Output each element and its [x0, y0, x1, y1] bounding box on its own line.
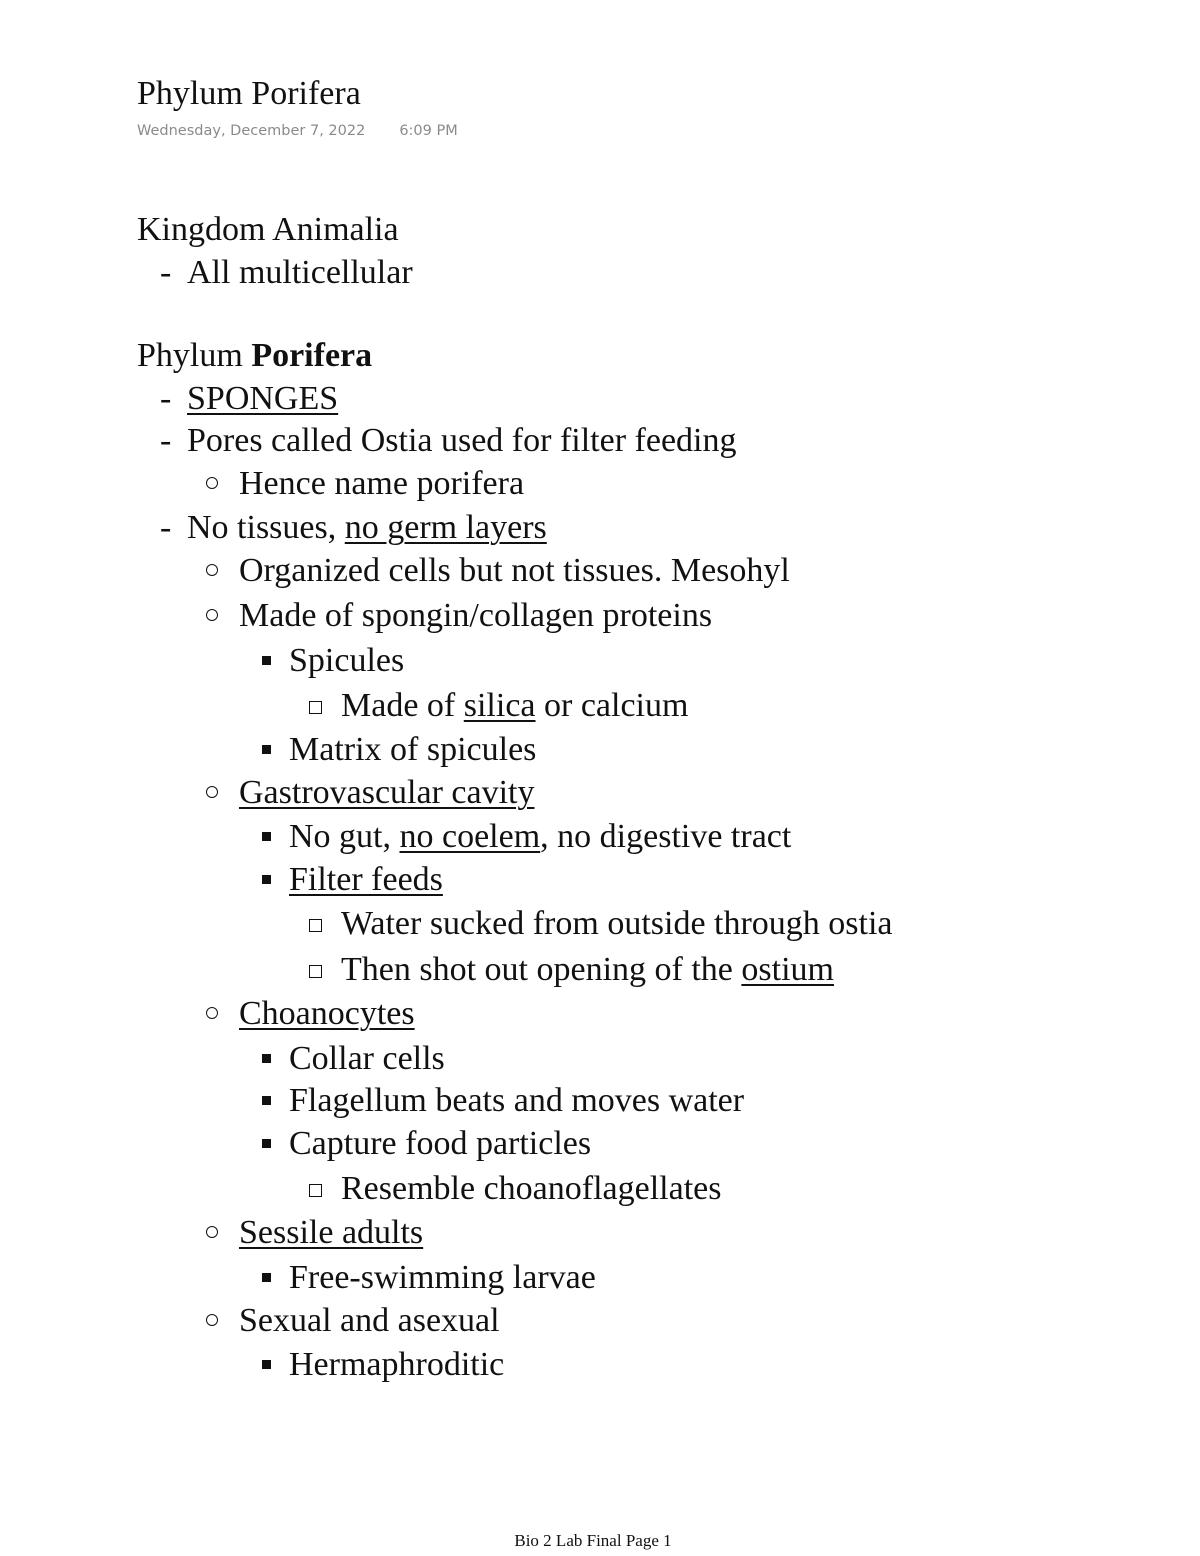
square-bullet — [262, 1096, 271, 1105]
underlined-term: ostium — [741, 951, 834, 988]
text-segment: No tissues, — [187, 509, 345, 546]
box-bullet — [309, 701, 322, 714]
square-bullet — [262, 1360, 271, 1369]
text-segment: Then shot out opening of the — [341, 951, 742, 988]
underlined-term: silica — [463, 687, 536, 724]
circle-bullet — [206, 564, 218, 576]
dash-bullet: - — [160, 509, 172, 546]
circle-bullet — [206, 477, 218, 489]
list-item-text: All multicellular — [187, 254, 413, 291]
underlined-term: no coelem — [399, 818, 541, 855]
text-segment: or calcium — [535, 687, 689, 724]
dash-bullet: - — [160, 380, 172, 417]
list-item-text: Flagellum beats and moves water — [289, 1082, 745, 1119]
square-bullet — [262, 656, 271, 665]
square-bullet — [262, 1273, 271, 1282]
box-bullet — [309, 919, 322, 932]
list-item-text: Hermaphroditic — [289, 1346, 505, 1383]
underlined-term: no germ layers — [344, 509, 547, 546]
page-footer: Bio 2 Lab Final Page 1 — [514, 1531, 672, 1550]
list-item-text: SPONGES — [187, 380, 339, 417]
page-date: Wednesday, December 7, 2022 — [137, 123, 366, 139]
page-title: Phylum Porifera — [137, 75, 361, 112]
phylum-name: Porifera — [251, 337, 373, 374]
list-item-text: Sessile adults — [239, 1214, 424, 1251]
phylum-prefix: Phylum — [137, 337, 252, 374]
list-item-text: Matrix of spicules — [289, 731, 537, 768]
list-item-text: Water sucked from outside through ostia — [341, 905, 893, 942]
list-item-text: Spicules — [289, 642, 405, 679]
dash-bullet: - — [160, 254, 172, 291]
list-item-text: Hence name porifera — [239, 465, 525, 502]
list-item-text: Filter feeds — [289, 861, 443, 898]
list-item-text: Free-swimming larvae — [289, 1259, 596, 1296]
square-bullet — [262, 1139, 271, 1148]
dash-bullet: - — [160, 422, 172, 459]
phylum-heading-text — [137, 334, 372, 378]
square-bullet — [262, 832, 271, 841]
box-bullet — [309, 965, 322, 978]
kingdom-heading-text: Kingdom Animalia — [137, 211, 399, 248]
list-item-text: Collar cells — [289, 1040, 445, 1077]
square-bullet — [262, 875, 271, 884]
circle-bullet — [206, 786, 218, 798]
list-item-text: Sexual and asexual — [239, 1302, 500, 1339]
circle-bullet — [206, 1226, 218, 1238]
page-timestamp — [137, 121, 458, 141]
text-segment: , no digestive tract — [540, 818, 792, 855]
list-item-text: Made of spongin/collagen proteins — [239, 597, 713, 634]
list-item-text: Resemble choanoflagellates — [341, 1170, 722, 1207]
text-segment: Made of — [341, 687, 464, 724]
list-item-text — [341, 948, 834, 992]
text-segment: No gut, — [289, 818, 400, 855]
square-bullet — [262, 745, 271, 754]
list-item-text: Capture food particles — [289, 1125, 592, 1162]
circle-bullet — [206, 609, 218, 621]
circle-bullet — [206, 1007, 218, 1019]
list-item-text — [187, 506, 547, 550]
list-item-text: Pores called Ostia used for filter feeding — [187, 422, 737, 459]
list-item-text — [289, 815, 791, 859]
square-bullet — [262, 1054, 271, 1063]
list-item-text: Organized cells but not tissues. Mesohyl — [239, 552, 790, 589]
list-item-text: Choanocytes — [239, 995, 415, 1032]
box-bullet — [309, 1184, 322, 1197]
list-item-text: Gastrovascular cavity — [239, 774, 535, 811]
circle-bullet — [206, 1314, 218, 1326]
list-item-text — [341, 684, 688, 728]
page-time: 6:09 PM — [399, 123, 458, 139]
